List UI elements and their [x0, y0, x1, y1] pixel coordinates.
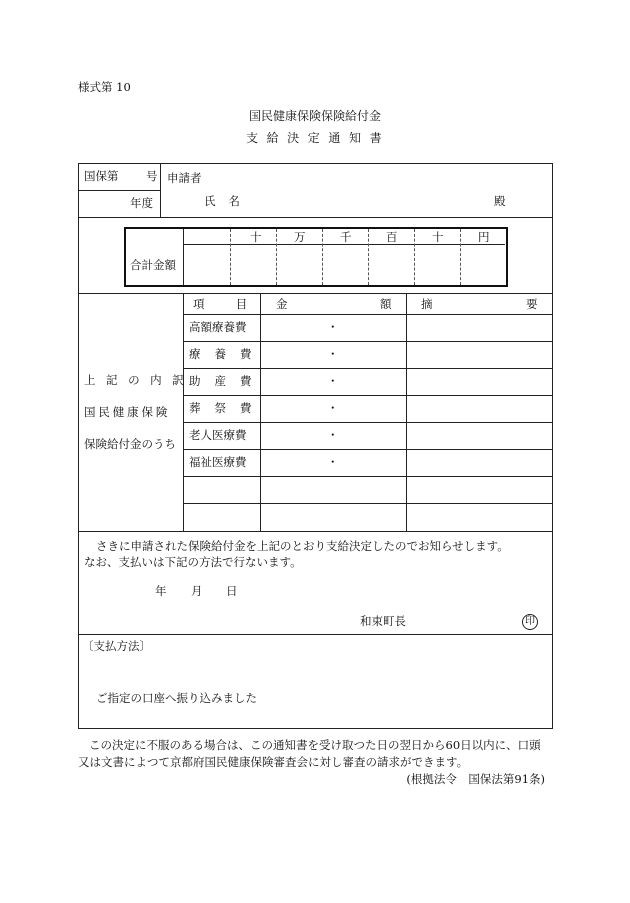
column-header-amount: 金	[276, 297, 288, 311]
row-divider	[183, 314, 552, 315]
footer-text: この決定に不服のある場合は、この通知書を受け取つた日の翌日から60日以内に、口頭	[89, 738, 541, 752]
divider	[260, 293, 261, 531]
legal-basis: (根拠法令 国保法第91条)	[406, 772, 545, 786]
notice-text: なお、支払いは下記の方法で行ないます。	[84, 555, 302, 569]
digit-divider	[322, 229, 323, 285]
item-label: 高額療養費	[189, 320, 247, 334]
row-divider	[183, 449, 552, 450]
column-header-remarks: 摘	[421, 297, 433, 311]
issuer-name: 和束町長	[360, 614, 406, 628]
row-divider	[183, 503, 552, 504]
seal-mark: 印	[522, 614, 538, 630]
item-label: 葬 祭 費	[189, 401, 257, 415]
page-subtitle: 支 給 決 定 通 知 書	[245, 131, 385, 145]
total-amount-box	[124, 227, 508, 287]
digit-unit: 十	[432, 230, 444, 244]
divider	[183, 244, 505, 245]
digit-divider	[368, 229, 369, 285]
item-label: 福祉医療費	[189, 455, 247, 469]
row-divider	[183, 341, 552, 342]
date-year-label: 年	[155, 584, 167, 598]
divider	[78, 217, 552, 218]
column-header-item: 項 目	[193, 297, 262, 311]
name-label: 氏 名	[204, 194, 245, 208]
footer-text: 又は文書によつて京都府国民健康保険審査会に対し審査の請求ができます。	[78, 755, 469, 769]
amount-dot: ・	[327, 374, 339, 388]
row-divider	[183, 422, 552, 423]
divider	[183, 229, 184, 285]
digit-unit: 万	[294, 230, 306, 244]
divider	[183, 293, 184, 531]
item-label: 助 産 費	[189, 374, 257, 388]
breakdown-side-label: 保険給付金のうち	[84, 437, 176, 451]
divider	[78, 293, 552, 294]
notice-text: さきに申請された保険給付金を上記のとおり支給決定したのでお知らせします。	[96, 539, 509, 553]
payment-method-label: 〔支払方法〕	[82, 639, 151, 653]
digit-divider	[460, 229, 461, 285]
page-title: 国民健康保険保険給付金	[248, 109, 381, 123]
form-number: 様式第 10	[78, 80, 131, 94]
total-amount-label: 合計金額	[130, 258, 176, 272]
digit-unit: 十	[250, 230, 262, 244]
amount-dot: ・	[327, 401, 339, 415]
amount-dot: ・	[327, 428, 339, 442]
number-suffix: 号	[146, 169, 158, 183]
payment-method-text: ご指定の口座へ振り込みました	[96, 691, 257, 705]
item-label: 療 養 費	[189, 347, 257, 361]
date-month-label: 月	[191, 584, 203, 598]
breakdown-side-label: 国民健康保険	[84, 405, 171, 419]
applicant-label: 申請者	[167, 171, 202, 185]
digit-divider	[276, 229, 277, 285]
row-divider	[183, 368, 552, 369]
digit-divider	[230, 229, 231, 285]
amount-dot: ・	[327, 455, 339, 469]
amount-dot: ・	[327, 320, 339, 334]
row-divider	[183, 395, 552, 396]
divider	[78, 531, 552, 532]
digit-divider	[414, 229, 415, 285]
digit-unit: 円	[478, 230, 490, 244]
amount-dot: ・	[327, 347, 339, 361]
row-divider	[183, 476, 552, 477]
date-day-label: 日	[226, 584, 238, 598]
fiscal-year-label: 年度	[130, 196, 153, 210]
honorific: 殿	[494, 194, 506, 208]
column-header-remarks: 要	[526, 297, 538, 311]
divider	[78, 634, 552, 635]
breakdown-side-label: 上 記 の 内 訳	[84, 373, 188, 387]
column-header-amount: 額	[380, 297, 392, 311]
item-label: 老人医療費	[189, 428, 247, 442]
insurance-number-label: 国保第	[84, 169, 119, 183]
digit-unit: 千	[340, 230, 352, 244]
digit-unit: 百	[386, 230, 398, 244]
divider	[78, 190, 161, 191]
divider	[406, 293, 407, 531]
